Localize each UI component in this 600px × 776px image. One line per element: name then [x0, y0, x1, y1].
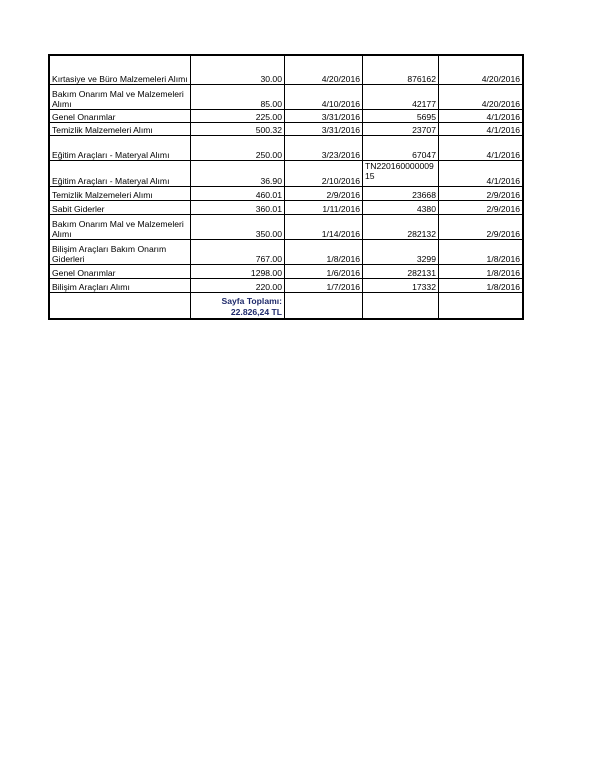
table-row — [49, 160, 523, 186]
table-row — [49, 200, 523, 214]
amount-cell: 1298.00 — [191, 264, 285, 278]
payment-date-cell: 1/8/2016 — [439, 239, 524, 264]
amount-cell: 360.01 — [191, 200, 285, 214]
description-cell: Genel Onarımlar — [49, 109, 191, 122]
payment-date-cell: 4/20/2016 — [439, 55, 524, 84]
document-number-cell: 282131 — [363, 264, 439, 278]
empty-cell — [285, 292, 363, 319]
description-cell: Genel Onarımlar — [49, 264, 191, 278]
description-cell: Bakım Onarım Mal ve Malzemeleri Alımı — [49, 84, 191, 109]
expense-table-body — [49, 55, 523, 292]
invoice-date-cell: 4/10/2016 — [285, 84, 363, 109]
invoice-date-cell: 1/6/2016 — [285, 264, 363, 278]
page-total-cell — [191, 292, 285, 319]
document-number-cell: 17332 — [363, 278, 439, 292]
description-cell: Temizlik Malzemeleri Alımı — [49, 122, 191, 135]
document-number-cell: 4380 — [363, 200, 439, 214]
description-cell: Bilişim Araçları Bakım Onarım Giderleri — [49, 239, 191, 264]
document-number-cell: 3299 — [363, 239, 439, 264]
table-row — [49, 122, 523, 135]
description-cell: Sabit Giderler — [49, 200, 191, 214]
table-row — [49, 186, 523, 200]
expense-table — [48, 54, 524, 320]
description-cell: Kırtasiye ve Büro Malzemeleri Alımı — [49, 55, 191, 84]
page-total-label: Sayfa Toplamı: — [221, 296, 282, 306]
document-number-cell: TN22016000000915 — [363, 160, 439, 186]
amount-cell: 85.00 — [191, 84, 285, 109]
invoice-date-cell: 1/8/2016 — [285, 239, 363, 264]
invoice-date-cell: 4/20/2016 — [285, 55, 363, 84]
amount-cell: 500.32 — [191, 122, 285, 135]
description-cell: Temizlik Malzemeleri Alımı — [49, 186, 191, 200]
invoice-date-cell: 2/10/2016 — [285, 160, 363, 186]
table-row — [49, 109, 523, 122]
page-total-value: 22.826,24 TL — [230, 307, 282, 317]
invoice-date-cell: 3/31/2016 — [285, 109, 363, 122]
payment-date-cell: 2/9/2016 — [439, 186, 524, 200]
amount-cell: 220.00 — [191, 278, 285, 292]
document-number-cell: 42177 — [363, 84, 439, 109]
table-row — [49, 55, 523, 84]
empty-cell — [439, 292, 524, 319]
description-cell: Bilişim Araçları Alımı — [49, 278, 191, 292]
payment-date-cell: 4/20/2016 — [439, 84, 524, 109]
document-number-cell: 282132 — [363, 214, 439, 239]
document-number-cell: 876162 — [363, 55, 439, 84]
payment-date-cell: 2/9/2016 — [439, 214, 524, 239]
payment-date-cell: 1/8/2016 — [439, 278, 524, 292]
invoice-date-cell: 1/14/2016 — [285, 214, 363, 239]
payment-date-cell: 4/1/2016 — [439, 109, 524, 122]
table-row — [49, 214, 523, 239]
description-cell: Eğitim Araçları - Materyal Alımı — [49, 160, 191, 186]
invoice-date-cell: 3/23/2016 — [285, 135, 363, 160]
document-number-cell: 23668 — [363, 186, 439, 200]
description-cell: Bakım Onarım Mal ve Malzemeleri Alımı — [49, 214, 191, 239]
description-cell: Eğitim Araçları - Materyal Alımı — [49, 135, 191, 160]
table-row — [49, 135, 523, 160]
amount-cell: 225.00 — [191, 109, 285, 122]
payment-date-cell: 4/1/2016 — [439, 122, 524, 135]
invoice-date-cell: 3/31/2016 — [285, 122, 363, 135]
table-row — [49, 264, 523, 278]
payment-date-cell: 1/8/2016 — [439, 264, 524, 278]
payment-date-cell: 4/1/2016 — [439, 135, 524, 160]
page-total-row — [49, 292, 523, 319]
payment-date-cell: 2/9/2016 — [439, 200, 524, 214]
payment-date-cell: 4/1/2016 — [439, 160, 524, 186]
amount-cell: 36.90 — [191, 160, 285, 186]
amount-cell: 767.00 — [191, 239, 285, 264]
empty-cell — [49, 292, 191, 319]
table-row — [49, 239, 523, 264]
table-row — [49, 84, 523, 109]
amount-cell: 30.00 — [191, 55, 285, 84]
invoice-date-cell: 2/9/2016 — [285, 186, 363, 200]
invoice-date-cell: 1/11/2016 — [285, 200, 363, 214]
document-number-cell: 5695 — [363, 109, 439, 122]
table-row — [49, 278, 523, 292]
amount-cell: 250.00 — [191, 135, 285, 160]
invoice-date-cell: 1/7/2016 — [285, 278, 363, 292]
amount-cell: 350.00 — [191, 214, 285, 239]
amount-cell: 460.01 — [191, 186, 285, 200]
document-number-cell: 67047 — [363, 135, 439, 160]
document-number-cell: 23707 — [363, 122, 439, 135]
empty-cell — [363, 292, 439, 319]
